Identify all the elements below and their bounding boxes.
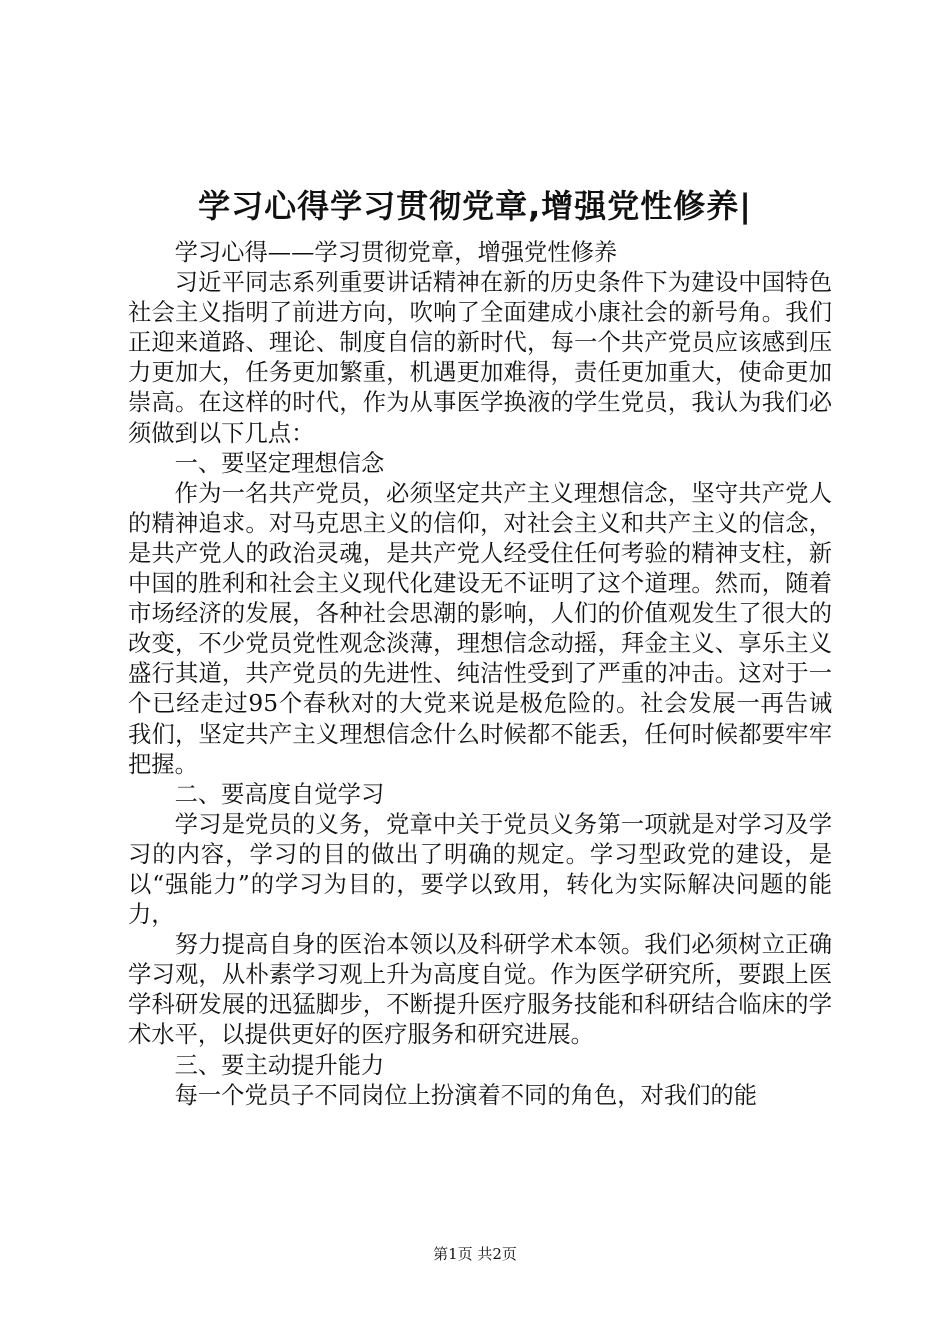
document-body: [128, 238, 832, 1111]
body-paragraph: 努力提高自身的医治本领以及科研学术本领。我们必须树立正确学习观，从朴素学习观上升为高度自觉。作为医学研究所，要跟上医学科研发展的迅猛脚步，不断提升医疗服务技能和科研结合临床的学术水平，以提供更好的医疗服务和研究进展。: [128, 931, 832, 1049]
subtitle-paragraph: 学习心得——学习贯彻党章，增强党性修养: [174, 239, 618, 266]
body-paragraph: 习近平同志系列重要讲话精神在新的历史条件下为建设中国特色社会主义指明了前进方向，吹响了全面建成小康社会的新号角。我们正迎来道路、理论、制度自信的新时代，每一个共产党员应该感到压力更加大，任务更加繁重，机遇更加难得，责任更加重大，使命更加崇高。在这样的时代，作为从事医学换液的学生党员，我认为我们必须做到以下几点：: [128, 269, 832, 447]
body-paragraph: 每一个党员子不同岗位上扮演着不同的角色，对我们的能: [174, 1081, 758, 1109]
section-heading: 三、要主动提升能力: [174, 1051, 385, 1079]
section-heading: 二、要高度自觉学习: [174, 780, 385, 808]
section-heading: 一、要坚定理想信念: [174, 449, 385, 477]
document-title: 学习心得学习贯彻党章,增强党性修养|: [198, 187, 752, 225]
page-footer: 第1页 共2页: [433, 1245, 517, 1263]
body-paragraph: 作为一名共产党员，必须坚定共产主义理想信念，坚守共产党人的精神追求。对马克思主义的信仰，对社会主义和共产主义的信念，是共产党人的政治灵魂，是共产党人经受住任何考验的精神支柱，新中国的胜利和社会主义现代化建设无不证明了这个道理。然而，随着市场经济的发展，各种社会思潮的影响，人们的价值观发生了很大的改变，不少党员党性观念淡薄，理想信念动摇，拜金主义、享乐主义盛行其道，共产党员的先进性、纯洁性受到了严重的冲击。这对于一个已经走过95个春秋对的大党来说是极危险的。社会发展一再告诫我们，坚定共产主义理想信念什么时候都不能丢，任何时候都要牢牢把握。: [128, 479, 832, 778]
body-paragraph: 学习是党员的义务，党章中关于党员义务第一项就是对学习及学习的内容，学习的目的做出了明确的规定。学习型政党的建设，是以“强能力”的学习为目的，要学以致用，转化为实际解决问题的能力，: [128, 810, 832, 929]
